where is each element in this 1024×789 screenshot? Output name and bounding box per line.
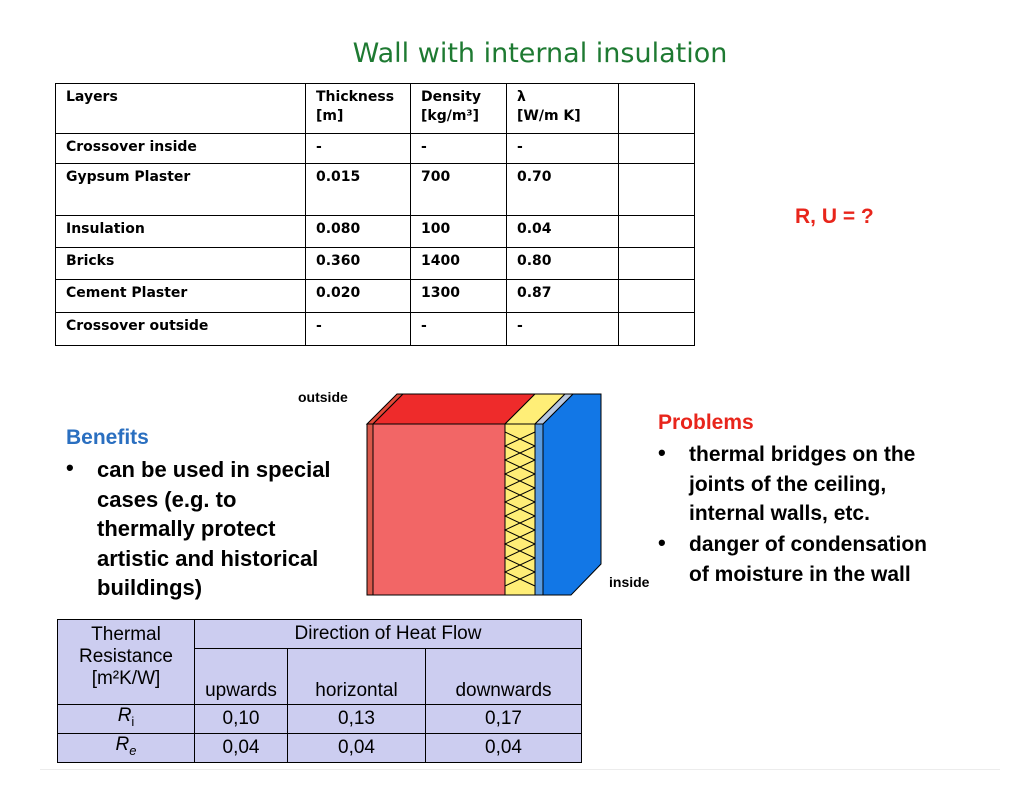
direction-header: Direction of Heat Flow — [195, 620, 582, 649]
header-lambda: λ [W/m K] — [507, 84, 619, 134]
layer-extra — [619, 134, 695, 164]
header-left-line: Thermal — [91, 624, 161, 645]
layer-lambda: - — [507, 134, 619, 164]
header-left-line: [m²K/W] — [91, 668, 161, 689]
table-row — [56, 216, 695, 248]
re-downwards: 0,04 — [426, 733, 582, 762]
problems-line: thermal bridges on the — [689, 443, 916, 466]
layer-lambda: 0.80 — [507, 248, 619, 280]
footer-divider — [40, 769, 1000, 770]
header-thickness: Thickness [m] — [306, 84, 411, 134]
ri-horizontal: 0,13 — [288, 705, 426, 734]
layer-extra — [619, 280, 695, 313]
table-row — [58, 733, 582, 762]
problems-item-1 — [689, 440, 1009, 529]
layer-density: 100 — [411, 216, 507, 248]
re-horizontal: 0,04 — [288, 733, 426, 762]
wall-section-illustration — [365, 392, 615, 598]
layer-name: Insulation — [56, 216, 306, 248]
benefits-line: can be used in special — [97, 457, 331, 482]
layer-name: Bricks — [56, 248, 306, 280]
benefits-line: artistic and historical — [97, 545, 319, 571]
table-row — [58, 705, 582, 734]
table-row — [56, 280, 695, 313]
layer-name: Crossover outside — [56, 313, 306, 346]
layer-extra — [619, 164, 695, 216]
layers-table — [55, 83, 695, 346]
layer-name: Crossover inside — [56, 134, 306, 164]
problems-title: Problems — [658, 411, 754, 434]
layer-lambda: 0.70 — [507, 164, 619, 216]
table-row — [56, 134, 695, 164]
slide-title: Wall with internal insulation — [352, 38, 728, 69]
ri-symbol: $R_i$ — [58, 705, 195, 734]
benefits-title: Benefits — [66, 426, 149, 449]
layer-name: Gypsum Plaster — [56, 164, 306, 216]
layer-thickness: 0.020 — [306, 280, 411, 313]
layer-density: 1400 — [411, 248, 507, 280]
benefits-text — [97, 455, 367, 603]
direction-upwards: upwards — [195, 649, 288, 705]
layer-name: Cement Plaster — [56, 280, 306, 313]
table-row — [56, 248, 695, 280]
layer-extra — [619, 216, 695, 248]
ri-downwards: 0,17 — [426, 705, 582, 734]
thermal-resistance-table — [57, 619, 582, 763]
benefits-bullet: • — [66, 455, 74, 480]
layer-lambda: 0.87 — [507, 280, 619, 313]
gypsum-layer-side — [543, 394, 601, 595]
layer-thickness: 0.015 — [306, 164, 411, 216]
header-density: Density [kg/m³] — [411, 84, 507, 134]
thermal-header-row — [58, 620, 582, 649]
problems-item-2 — [689, 530, 1009, 589]
problems-line: internal walls, etc. — [689, 502, 870, 525]
re-symbol: $R_e$ — [58, 733, 195, 762]
benefits-line: buildings) — [97, 575, 203, 600]
question-text: R, U = ? — [795, 205, 874, 228]
layer-extra — [619, 313, 695, 346]
problems-line: of moisture in the wall — [689, 562, 911, 586]
layer-thickness: - — [306, 134, 411, 164]
header-left-line: Resistance — [79, 646, 173, 667]
layer-density: 700 — [411, 164, 507, 216]
ri-upwards: 0,10 — [195, 705, 288, 734]
table-row — [56, 164, 695, 216]
direction-horizontal: horizontal — [288, 649, 426, 705]
layer-lambda: - — [507, 313, 619, 346]
benefits-line: thermally protect — [97, 516, 276, 541]
problems-line: danger of condensation — [689, 533, 928, 556]
layer-extra — [619, 248, 695, 280]
problems-bullet-2: • — [658, 530, 666, 555]
layer-density: - — [411, 313, 507, 346]
layer-lambda: 0.04 — [507, 216, 619, 248]
inside-label: inside — [609, 574, 650, 590]
layer-thickness: 0.080 — [306, 216, 411, 248]
cement-plaster-layer — [367, 424, 373, 595]
benefits-line: cases (e.g. to — [97, 486, 237, 512]
table-row — [56, 313, 695, 346]
layers-header-row — [56, 84, 695, 134]
re-upwards: 0,04 — [195, 733, 288, 762]
layer-density: - — [411, 134, 507, 164]
problems-bullet-1: • — [658, 440, 666, 465]
thermal-header-left — [58, 620, 195, 705]
direction-downwards: downwards — [426, 649, 582, 705]
header-layers: Layers — [56, 84, 306, 134]
outside-label: outside — [298, 389, 348, 405]
layer-thickness: - — [306, 313, 411, 346]
problems-line: joints of the ceiling, — [689, 472, 887, 496]
brick-layer-front — [373, 424, 505, 595]
gypsum-layer-front — [535, 424, 543, 595]
layer-thickness: 0.360 — [306, 248, 411, 280]
layer-density: 1300 — [411, 280, 507, 313]
header-empty — [619, 84, 695, 134]
